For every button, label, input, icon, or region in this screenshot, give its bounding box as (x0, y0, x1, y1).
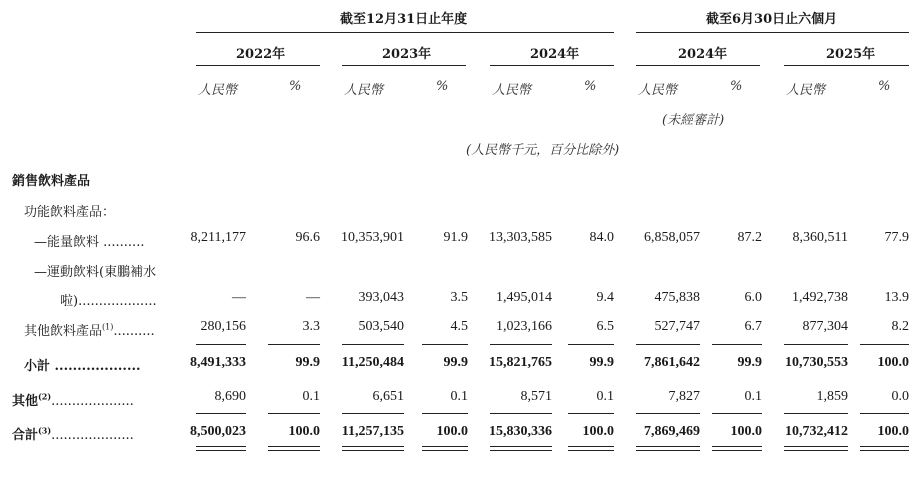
other_bev-cell: 6.7 (744, 319, 762, 334)
others-rule (490, 413, 552, 414)
energy-cell: 84.0 (589, 230, 614, 245)
other-bev-label: 其他飲料產品$^{(1)}$.......... (24, 322, 155, 339)
rmb-2022: 人民幣 (198, 83, 238, 98)
note-ref: (1) (102, 322, 114, 332)
header-half-group: 截至6月30日止六個月 (706, 12, 838, 27)
others-rule (712, 413, 762, 414)
unit-note: (人民幣千元，百分比除外) (466, 143, 620, 158)
energy-cell: 91.9 (443, 230, 468, 245)
sports-cell: — (306, 290, 320, 305)
rmb-2024: 人民幣 (492, 83, 532, 98)
pct-2024: % (584, 79, 597, 94)
energy-cell: 8,360,511 (792, 230, 848, 245)
year-2024-half: 2024年 (678, 47, 728, 62)
total-cell: 7,869,469 (644, 424, 700, 439)
subtotal-cell: 99.9 (295, 355, 320, 370)
energy-cell: 10,353,901 (341, 230, 404, 245)
total-cell: 100.0 (582, 424, 614, 439)
sports-cell: 3.5 (450, 290, 468, 305)
others-cell: 6,651 (372, 389, 404, 404)
section-title: 銷售飲料產品 (12, 174, 91, 189)
subtotal-cell: 10,730,553 (785, 355, 848, 370)
others-rule (784, 413, 848, 414)
subtotal-rule (268, 344, 320, 345)
subtotal-cell: 11,250,484 (341, 355, 404, 370)
other_bev-cell: 4.5 (450, 319, 468, 334)
total-cell: 100.0 (436, 424, 468, 439)
subtotal-rule (490, 344, 552, 345)
others-cell: 7,827 (668, 389, 700, 404)
others-cell: 0.1 (302, 389, 320, 404)
energy-cell: 13,303,585 (489, 230, 552, 245)
other_bev-cell: 6.5 (596, 319, 614, 334)
total-double-rule (490, 446, 552, 451)
year-2022: 2022年 (236, 47, 286, 62)
total-cell: 10,732,412 (785, 424, 848, 439)
rmb-2024-half: 人民幣 (638, 83, 678, 98)
sports-cell: — (232, 290, 246, 305)
unaudited-note: (未經審計) (662, 113, 725, 128)
other_bev-cell: 503,540 (358, 319, 404, 334)
others-cell: 0.1 (744, 389, 762, 404)
other_bev-cell: 8.2 (891, 319, 909, 334)
others-rule (568, 413, 614, 414)
energy-cell: 87.2 (737, 230, 762, 245)
others-rule (636, 413, 700, 414)
subtotal-rule (860, 344, 909, 345)
total-double-rule (784, 446, 848, 451)
total-double-rule (268, 446, 320, 451)
total-cell: 100.0 (730, 424, 762, 439)
functional-label: 功能飲料產品： (24, 205, 116, 220)
subtotal-cell: 99.9 (737, 355, 762, 370)
others-rule (860, 413, 909, 414)
subtotal-cell: 99.9 (589, 355, 614, 370)
sports-cell: 9.4 (596, 290, 614, 305)
subtotal-rule (196, 344, 246, 345)
total-cell: 11,257,135 (341, 424, 404, 439)
header-year-group: 截至12月31日止年度 (340, 12, 468, 27)
others-cell: 8,571 (520, 389, 552, 404)
sports-cell: 1,495,014 (496, 290, 552, 305)
total-double-rule (196, 446, 246, 451)
pct-2025-half: % (878, 79, 891, 94)
others-rule (196, 413, 246, 414)
subtotal-rule (422, 344, 468, 345)
year-2023: 2023年 (382, 47, 432, 62)
pct-2023: % (436, 79, 449, 94)
others-cell: 0.1 (596, 389, 614, 404)
energy-cell: 96.6 (295, 230, 320, 245)
other_bev-cell: 877,304 (802, 319, 848, 334)
others-cell: 8,690 (214, 389, 246, 404)
divider-2025-half (784, 65, 909, 66)
other_bev-cell: 1,023,166 (496, 319, 552, 334)
divider-half-group (636, 32, 909, 33)
energy-cell: 77.9 (884, 230, 909, 245)
others-cell: 0.1 (450, 389, 468, 404)
subtotal-cell: 99.9 (443, 355, 468, 370)
others-rule (422, 413, 468, 414)
subtotal-rule (712, 344, 762, 345)
energy-cell: 6,858,057 (644, 230, 700, 245)
subtotal-cell: 7,861,642 (644, 355, 700, 370)
total-double-rule (712, 446, 762, 451)
rmb-2025-half: 人民幣 (786, 83, 826, 98)
sports-cell: 6.0 (744, 290, 762, 305)
subtotal-rule (568, 344, 614, 345)
pct-2022: % (289, 79, 302, 94)
others-rule (342, 413, 404, 414)
subtotal-cell: 100.0 (877, 355, 909, 370)
total-cell: 100.0 (877, 424, 909, 439)
sports-cell: 13.9 (884, 290, 909, 305)
energy-cell: 8,211,177 (190, 230, 246, 245)
divider-2023 (342, 65, 466, 66)
sports-cell: 475,838 (654, 290, 700, 305)
total-double-rule (342, 446, 404, 451)
others-label: 其他$^{(2)}$.................... (12, 391, 134, 409)
total-double-rule (422, 446, 468, 451)
pct-2024-half: % (730, 79, 743, 94)
divider-year-group (196, 32, 614, 33)
sports-label-line1: —運動飲料(東鵬補水 (34, 265, 157, 280)
total-double-rule (568, 446, 614, 451)
note-ref: (3) (38, 425, 52, 436)
other_bev-cell: 3.3 (302, 319, 320, 334)
others-cell: 1,859 (816, 389, 848, 404)
note-ref: (2) (38, 391, 52, 402)
total-double-rule (636, 446, 700, 451)
total-cell: 15,830,336 (489, 424, 552, 439)
divider-2024 (490, 65, 614, 66)
rmb-2023: 人民幣 (344, 83, 384, 98)
subtotal-rule (784, 344, 848, 345)
subtotal-rule (636, 344, 700, 345)
total-cell: 8,500,023 (190, 424, 246, 439)
total-cell: 100.0 (288, 424, 320, 439)
subtotal-rule (342, 344, 404, 345)
sports-cell: 393,043 (358, 290, 404, 305)
subtotal-cell: 8,491,333 (190, 355, 246, 370)
other_bev-cell: 280,156 (200, 319, 246, 334)
divider-2024-half (636, 65, 760, 66)
total-double-rule (860, 446, 909, 451)
energy-label: —能量飲料 .......... (34, 235, 145, 250)
year-2025-half: 2025年 (826, 47, 876, 62)
sports-cell: 1,492,738 (792, 290, 848, 305)
other_bev-cell: 527,747 (654, 319, 700, 334)
total-label: 合計$^{(3)}$.................... (12, 425, 134, 443)
subtotal-cell: 15,821,765 (489, 355, 552, 370)
year-2024: 2024年 (530, 47, 580, 62)
others-rule (268, 413, 320, 414)
others-cell: 0.0 (891, 389, 909, 404)
divider-2022 (196, 65, 320, 66)
subtotal-label: 小計 ................... (24, 359, 141, 374)
sports-label-line2: 啦)................... (60, 294, 157, 309)
